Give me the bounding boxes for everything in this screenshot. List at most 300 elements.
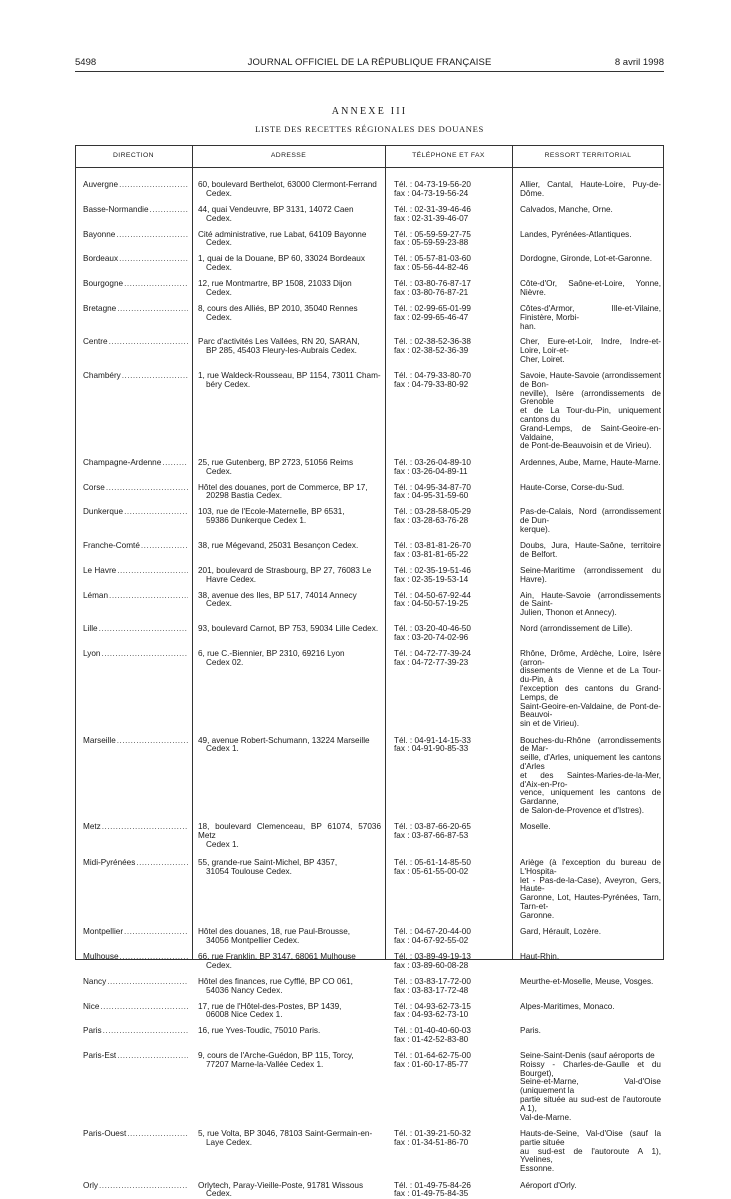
leader-dots [117, 1052, 188, 1061]
address-line: 17, rue de l'Hôtel-des-Postes, BP 1439, [198, 1001, 342, 1011]
direction-cell [75, 625, 192, 643]
address-line: 6, rue C.-Biennier, BP 2310, 69216 Lyon [198, 648, 345, 658]
phone-cell [385, 181, 512, 199]
leader-dots [101, 650, 188, 659]
table-row [75, 650, 664, 729]
direction-name: Nancy [83, 977, 107, 986]
phone-line: Tél. : 01-64-62-75-00 [394, 1051, 471, 1061]
leader-dots [117, 737, 188, 746]
ressort-line: au sud-est de l'autoroute A 1), Yvelines, [520, 1146, 661, 1165]
address-cell [192, 459, 385, 477]
address-line: Cedex. [206, 1189, 232, 1199]
direction-name: Marseille [83, 736, 116, 745]
table-row [75, 978, 664, 996]
address-line: 103, rue de l'Ecole-Maternelle, BP 6531, [198, 507, 345, 517]
table-row [75, 255, 664, 273]
table-row [75, 206, 664, 224]
direction-cell [75, 1052, 192, 1122]
ressort-cell [512, 338, 664, 364]
ressort-line: Garonne. [520, 910, 555, 920]
phone-cell [385, 1182, 512, 1199]
ressort-line: Allier, Cantal, Haute-Loire, Puy-de-Dôme. [520, 180, 661, 198]
address-cell [192, 1182, 385, 1199]
phone-cell [385, 1052, 512, 1122]
direction-cell [75, 1182, 192, 1199]
table-row [75, 508, 664, 534]
ressort-line: Rhône, Drôme, Ardèche, Loire, Isère (arron- [520, 648, 661, 667]
ressort-line: Grand-Lemps, de Saint-Geoire-en-Valdaine, [520, 423, 661, 442]
address-cell [192, 625, 385, 643]
phone-line: Tél. : 05-59-59-27-75 [394, 229, 471, 239]
phone-line: fax : 03-87-66-87-53 [394, 831, 469, 841]
table-row [75, 338, 664, 364]
ressort-cell [512, 928, 664, 946]
address-line: Cedex 1. [206, 840, 239, 850]
list-title: LISTE DES RECETTES RÉGIONALES DES DOUANES [255, 124, 484, 134]
ressort-cell [512, 484, 664, 502]
direction-cell [75, 508, 192, 534]
ressort-line: Haut-Rhin. [520, 951, 560, 961]
ressort-line: et de La Tour-du-Pin, uniquement cantons du [520, 406, 661, 425]
phone-line: Tél. : 02-99-65-01-99 [394, 303, 471, 313]
ressort-line: Calvados, Manche, Orne. [520, 204, 613, 214]
ressort-line: Hauts-de-Seine, Val-d'Oise (sauf la partie située [520, 1129, 661, 1147]
address-line: Cedex. [206, 312, 232, 322]
address-line: 38, rue Mégevand, 25031 Besançon Cedex. [198, 540, 359, 550]
ressort-line: Bouches-du-Rhône (arrondissements de Mar- [520, 735, 661, 754]
ressort-line: de Salon-de-Provence et d'Istres). [520, 806, 644, 816]
ressort-line: dissements de Vienne et de La Tour-du-Pin, à [520, 666, 661, 685]
phone-line: fax : 04-79-33-80-92 [394, 379, 469, 389]
header-rule [75, 71, 664, 72]
address-line: 31054 Toulouse Cedex. [206, 866, 292, 876]
phone-cell [385, 280, 512, 298]
phone-line: fax : 03-81-81-65-22 [394, 549, 469, 559]
direction-name: Auvergne [83, 181, 119, 189]
ressort-line: Pas-de-Calais, Nord (arrondissement de Dun- [520, 507, 661, 526]
table-row [75, 953, 664, 971]
direction-cell [75, 1003, 192, 1021]
address-line: Cedex. [206, 238, 232, 248]
phone-line: fax : 03-26-04-89-11 [394, 466, 468, 476]
phone-cell [385, 231, 512, 249]
address-line: Cedex 1. [206, 744, 239, 754]
ressort-cell [512, 206, 664, 224]
phone-cell [385, 737, 512, 816]
address-line: Laye Cedex. [206, 1137, 252, 1147]
phone-line: Tél. : 03-89-49-19-13 [394, 951, 471, 961]
direction-cell [75, 650, 192, 729]
leader-dots [106, 484, 188, 493]
ressort-cell [512, 1027, 664, 1045]
phone-line: fax : 05-56-44-82-46 [394, 263, 469, 273]
address-cell [192, 978, 385, 996]
direction-name: Bretagne [83, 304, 117, 313]
direction-cell [75, 592, 192, 618]
direction-cell [75, 953, 192, 971]
ressort-line: Aéroport d'Orly. [520, 1180, 577, 1190]
direction-cell [75, 338, 192, 364]
leader-dots [109, 338, 188, 347]
phone-line: Tél. : 03-83-17-72-00 [394, 976, 471, 986]
ressort-cell [512, 953, 664, 971]
leader-dots [103, 1027, 188, 1036]
phone-cell [385, 338, 512, 364]
address-line: Cedex 02. [206, 657, 244, 667]
phone-line: fax : 03-20-74-02-96 [394, 632, 469, 642]
ressort-line: Cher, Loiret. [520, 355, 565, 365]
table-row [75, 823, 664, 849]
direction-cell [75, 859, 192, 921]
direction-name: Orly [83, 1181, 99, 1190]
address-cell [192, 592, 385, 618]
direction-cell [75, 567, 192, 585]
table-row [75, 859, 664, 921]
phone-line: fax : 04-91-90-85-33 [394, 744, 469, 754]
address-cell [192, 338, 385, 364]
ressort-line: et des Saintes-Maries-de-la-Mer, d'Aix-en-Pro- [520, 770, 661, 789]
phone-cell [385, 459, 512, 477]
direction-cell [75, 372, 192, 451]
leader-dots [119, 181, 188, 190]
phone-line: fax : 04-72-77-39-23 [394, 657, 469, 667]
address-cell [192, 1003, 385, 1021]
table-body [75, 181, 664, 1199]
direction-name: Franche-Comté [83, 541, 140, 550]
ressort-cell [512, 737, 664, 816]
direction-cell [75, 928, 192, 946]
phone-cell [385, 508, 512, 534]
phone-cell [385, 650, 512, 729]
direction-cell [75, 305, 192, 331]
direction-cell [75, 255, 192, 273]
phone-cell [385, 484, 512, 502]
phone-line: fax : 05-61-55-00-02 [394, 866, 469, 876]
ressort-line: l'exception des cantons du Grand-Lemps, de [520, 684, 661, 702]
phone-cell [385, 542, 512, 560]
direction-cell [75, 280, 192, 298]
phone-cell [385, 625, 512, 643]
address-line: Orlytech, Paray-Vieille-Poste, 91781 Wissous [198, 1180, 364, 1190]
leader-dots [124, 280, 188, 289]
address-cell [192, 953, 385, 971]
page-header [75, 57, 664, 71]
ressort-cell [512, 567, 664, 585]
address-line: Cedex. [206, 287, 232, 297]
ressort-line: Gard, Hérault, Lozère. [520, 927, 602, 937]
table-row [75, 928, 664, 946]
address-cell [192, 1027, 385, 1045]
address-line: 201, boulevard de Strasbourg, BP 27, 76083 Le [198, 565, 372, 575]
address-cell [192, 650, 385, 729]
table-row [75, 567, 664, 585]
ressort-line: han. [520, 321, 536, 331]
phone-line: fax : 01-49-75-84-35 [394, 1189, 469, 1199]
table-row [75, 592, 664, 618]
ressort-cell [512, 592, 664, 618]
phone-line: Tél. : 03-28-58-05-29 [394, 507, 471, 517]
column-header-direction: DIRECTION [113, 152, 154, 159]
phone-line: fax : 04-50-57-19-25 [394, 599, 469, 609]
direction-cell [75, 181, 192, 199]
leader-dots [99, 1182, 188, 1191]
address-line: 1, rue Waldeck-Rousseau, BP 1154, 73011 Cham- [198, 371, 381, 381]
direction-cell [75, 1027, 192, 1045]
phone-cell [385, 859, 512, 921]
column-header-ressort: RESSORT TERRITORIAL [544, 152, 632, 159]
leader-dots [162, 459, 188, 468]
ressort-line: Nord (arrondissement de Lille). [520, 624, 633, 634]
phone-line: Tél. : 01-39-21-50-32 [394, 1129, 471, 1139]
phone-line: fax : 01-34-51-86-70 [394, 1137, 469, 1147]
phone-line: Tél. : 04-67-20-44-00 [394, 927, 471, 937]
phone-line: Tél. : 03-81-81-26-70 [394, 540, 471, 550]
ressort-line: Paris. [520, 1026, 541, 1036]
table-row [75, 625, 664, 643]
ressort-cell [512, 542, 664, 560]
address-cell [192, 1052, 385, 1122]
address-line: 44, quai Vendeuvre, BP 3131, 14072 Caen [198, 204, 354, 214]
ressort-line: let - Pas-de-la-Case), Aveyron, Gers, Haute- [520, 875, 661, 894]
phone-line: fax : 03-83-17-72-48 [394, 985, 469, 995]
ressort-line: Essonne. [520, 1164, 555, 1174]
address-line: Cedex. [206, 213, 232, 223]
phone-cell [385, 206, 512, 224]
direction-name: Léman [83, 591, 109, 600]
ressort-line: neville), Isère (arrondissements de Grenoble [520, 388, 661, 407]
address-line: 93, boulevard Carnot, BP 753, 59034 Lille Cedex. [198, 624, 379, 634]
address-cell [192, 859, 385, 921]
direction-name: Bayonne [83, 230, 116, 239]
phone-line: fax : 04-95-31-59-60 [394, 491, 469, 501]
header-row-rule [75, 167, 664, 168]
table-row [75, 1003, 664, 1021]
column-header-adresse: ADRESSE [270, 152, 307, 159]
address-cell [192, 255, 385, 273]
phone-cell [385, 1003, 512, 1021]
address-line: 49, avenue Robert-Schumann, 13224 Marseille [198, 735, 370, 745]
address-line: 38, avenue des Iles, BP 517, 74014 Annecy [198, 590, 357, 600]
address-line: 16, rue Yves-Toudic, 75010 Paris. [198, 1026, 321, 1036]
address-line: 12, rue Montmartre, BP 1508, 21033 Dijon [198, 279, 352, 289]
leader-dots [117, 567, 188, 576]
address-cell [192, 508, 385, 534]
direction-name: Basse-Normandie [83, 205, 149, 214]
ressort-line: Seine-et-Marne, Val-d'Oise (uniquement la [520, 1077, 661, 1096]
address-line: 54036 Nancy Cedex. [206, 985, 283, 995]
phone-line: Tél. : 04-73-19-56-20 [394, 180, 471, 189]
address-cell [192, 823, 385, 849]
address-cell [192, 305, 385, 331]
address-line: Hôtel des douanes, 18, rue Paul-Brousse, [198, 927, 351, 937]
address-cell [192, 1130, 385, 1174]
phone-line: fax : 02-31-39-46-07 [394, 213, 469, 223]
ressort-line: partie située au sud-est de l'autoroute A 1), [520, 1095, 661, 1113]
phone-cell [385, 928, 512, 946]
address-line: 66, rue Franklin, BP 3147, 68061 Mulhouse [198, 951, 356, 961]
direction-cell [75, 823, 192, 849]
address-line: béry Cedex. [206, 379, 251, 389]
phone-line: fax : 02-35-19-53-14 [394, 574, 469, 584]
address-cell [192, 372, 385, 451]
address-line: 5, rue Volta, BP 3046, 78103 Saint-Germain-en- [198, 1129, 373, 1139]
direction-name: Corse [83, 483, 105, 492]
ressort-cell [512, 459, 664, 477]
phone-line: fax : 02-38-52-36-39 [394, 346, 469, 356]
address-line: Havre Cedex. [206, 574, 257, 584]
leader-dots [124, 508, 188, 517]
ressort-line: Ardennes, Aube, Marne, Haute-Marne. [520, 457, 661, 467]
ressort-line: Val-de-Marne. [520, 1112, 572, 1122]
ressort-cell [512, 255, 664, 273]
phone-line: Tél. : 03-80-76-87-17 [394, 279, 471, 289]
address-line: 77207 Marne-la-Vallée Cedex 1. [206, 1059, 324, 1069]
phone-cell [385, 978, 512, 996]
phone-line: Tél. : 02-38-52-36-38 [394, 337, 471, 347]
ressort-line: kerque). [520, 524, 551, 534]
column-header-telephone: TÉLÉPHONE ET FAX [412, 152, 485, 159]
ressort-cell [512, 181, 664, 199]
address-line: 60, boulevard Berthelot, 63000 Clermont-Ferrand [198, 180, 377, 189]
annex-title: ANNEXE III [331, 106, 408, 117]
address-cell [192, 231, 385, 249]
address-line: 20298 Bastia Cedex. [206, 491, 283, 501]
leader-dots [136, 859, 188, 868]
leader-dots [100, 1003, 188, 1012]
ressort-line: Ariège (à l'exception du bureau de L'Hospita- [520, 858, 661, 876]
phone-line: fax : 05-59-59-23-88 [394, 238, 469, 248]
ressort-line: de Pont-de-Beauvoisin et de Virieu). [520, 441, 652, 451]
ressort-cell [512, 1182, 664, 1199]
direction-cell [75, 737, 192, 816]
phone-cell [385, 953, 512, 971]
phone-line: fax : 01-42-52-83-80 [394, 1035, 469, 1045]
leader-dots [124, 928, 188, 937]
ressort-line: Julien, Thonon et Annecy). [520, 608, 617, 618]
leader-dots [141, 542, 188, 551]
ressort-cell [512, 1003, 664, 1021]
leader-dots [150, 206, 188, 215]
phone-line: Tél. : 02-31-39-46-46 [394, 204, 471, 214]
ressort-cell [512, 1052, 664, 1122]
address-line: Cedex. [206, 599, 232, 609]
table-row [75, 280, 664, 298]
ressort-cell [512, 859, 664, 921]
address-line: 25, rue Gutenberg, BP 2723, 51056 Reims [198, 457, 354, 467]
address-line: Hôtel des finances, rue Cyfflé, BP CO 061, [198, 976, 353, 986]
phone-cell [385, 1130, 512, 1174]
direction-name: Paris-Est [83, 1052, 117, 1061]
direction-name: Nice [83, 1002, 100, 1011]
direction-name: Midi-Pyrénées [83, 859, 136, 867]
phone-cell [385, 305, 512, 331]
leader-dots [119, 255, 188, 264]
address-cell [192, 542, 385, 560]
phone-line: fax : 04-73-19-56-24 [394, 188, 469, 198]
ressort-cell [512, 978, 664, 996]
direction-cell [75, 459, 192, 477]
ressort-line: Landes, Pyrénées-Atlantiques. [520, 229, 632, 239]
ressort-line: Dordogne, Gironde, Lot-et-Garonne. [520, 254, 652, 264]
address-cell [192, 181, 385, 199]
ressort-cell [512, 372, 664, 451]
phone-line: Tél. : 05-61-14-85-50 [394, 858, 471, 867]
leader-dots [117, 305, 188, 314]
ressort-line: vence, uniquement les cantons de Gardanne, [520, 788, 661, 807]
direction-name: Chambéry [83, 372, 121, 381]
ressort-cell [512, 231, 664, 249]
leader-dots [122, 372, 188, 381]
direction-cell [75, 206, 192, 224]
direction-cell [75, 1130, 192, 1174]
ressort-cell [512, 625, 664, 643]
ressort-line: Roissy - Charles-de-Gaulle et du Bourget), [520, 1059, 661, 1078]
address-line: Cedex. [206, 263, 232, 273]
direction-name: Paris [83, 1027, 102, 1036]
leader-dots [99, 625, 188, 634]
ressort-cell [512, 280, 664, 298]
table-row [75, 305, 664, 331]
direction-name: Champagne-Ardenne [83, 458, 162, 467]
phone-line: Tél. : 04-72-77-39-24 [394, 648, 471, 658]
leader-dots [127, 1130, 188, 1139]
table-row [75, 459, 664, 477]
direction-name: Lyon [83, 649, 101, 658]
leader-dots [102, 823, 188, 832]
ressort-line: Cher, Eure-et-Loir, Indre, Indre-et-Loire, Loir-et- [520, 337, 661, 356]
phone-line: fax : 03-80-76-87-21 [394, 287, 469, 297]
direction-cell [75, 542, 192, 560]
address-cell [192, 567, 385, 585]
ressort-line: Seine-Saint-Denis (sauf aéroports de [520, 1051, 655, 1061]
address-line: Cedex. [206, 960, 232, 970]
phone-line: fax : 04-67-92-55-02 [394, 935, 469, 945]
direction-name: Bourgogne [83, 280, 124, 289]
phone-line: Tél. : 03-26-04-89-10 [394, 457, 471, 467]
address-line: Cedex. [206, 188, 232, 198]
ressort-cell [512, 823, 664, 849]
ressort-line: Moselle. [520, 822, 551, 832]
address-line: Hôtel des douanes, port de Commerce, BP 17, [198, 482, 368, 492]
phone-line: fax : 04-93-62-73-10 [394, 1010, 469, 1020]
address-line: 1, quai de la Douane, BP 60, 33024 Bordeaux [198, 254, 365, 264]
address-line: Parc d'activités Les Vallées, RN 20, SARAN, [198, 337, 360, 347]
table-row [75, 737, 664, 816]
direction-name: Paris-Ouest [83, 1130, 127, 1139]
table-row [75, 484, 664, 502]
phone-line: Tél. : 01-49-75-84-26 [394, 1180, 471, 1190]
ressort-line: Haute-Corse, Corse-du-Sud. [520, 482, 625, 492]
ressort-cell [512, 650, 664, 729]
phone-line: fax : 02-99-65-46-47 [394, 312, 469, 322]
phone-line: Tél. : 04-91-14-15-33 [394, 735, 471, 745]
phone-cell [385, 567, 512, 585]
phone-cell [385, 372, 512, 451]
issue-date: 8 avril 1998 [614, 57, 664, 68]
ressort-line: Côte-d'Or, Saône-et-Loire, Yonne, Nièvre. [520, 279, 661, 297]
ressort-line: Garonne, Lot, Hautes-Pyrénées, Tarn, Tarn-et- [520, 893, 661, 911]
ressort-cell [512, 508, 664, 534]
address-line: BP 285, 45403 Fleury-les-Aubrais Cedex. [206, 346, 357, 356]
leader-dots [107, 978, 188, 987]
ressort-line: Saint-Geoire-en-Valdaine, de Pont-de-Beauvoi- [520, 701, 661, 720]
page-number: 5498 [75, 57, 97, 68]
direction-name: Lille [83, 625, 98, 634]
phone-line: fax : 03-89-60-08-28 [394, 960, 469, 970]
address-line: 9, cours de l'Arche-Guédon, BP 115, Torcy, [198, 1051, 354, 1061]
phone-line: Tél. : 04-50-67-92-44 [394, 590, 471, 600]
ressort-line: Meurthe-et-Moselle, Meuse, Vosges. [520, 976, 654, 986]
